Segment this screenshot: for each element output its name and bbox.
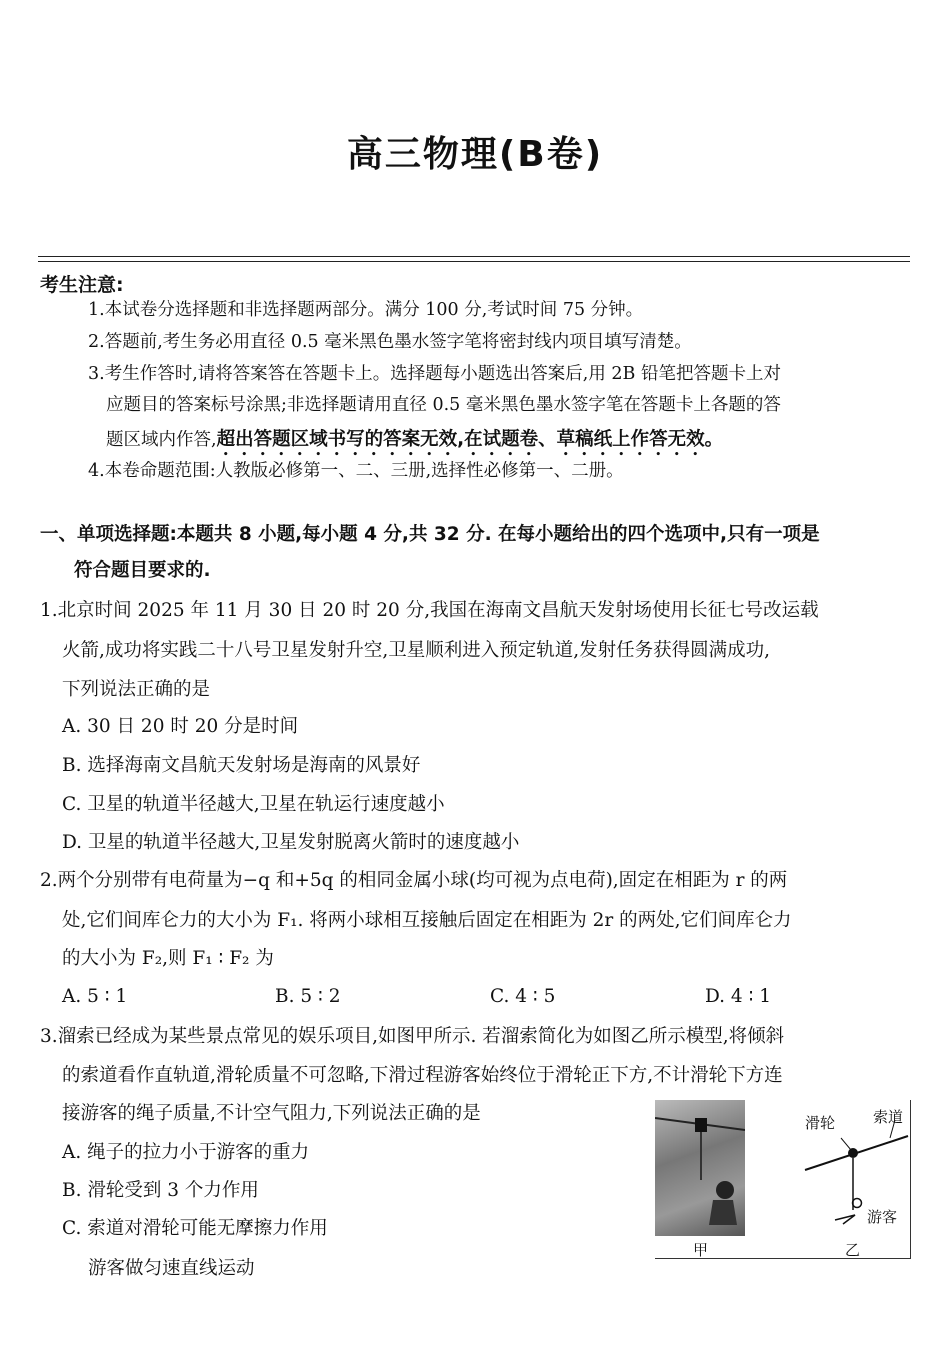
notice-item-3-cont2 — [106, 429, 723, 460]
question-2-line-1: 2.两个分别带有电荷量为−q 和+5q 的相同金属小球(均可视为点电荷),固定在相距为 r 的两 — [40, 870, 788, 891]
section-heading: 一、单项选择题:本题共 8 小题,每小题 4 分,共 32 分. 在每小题给出的四个选项中,只有一项是 — [40, 524, 820, 545]
label-pulley: 滑轮 — [805, 1114, 836, 1132]
question-1-option-a: A. 30 日 20 时 20 分是时间 — [62, 716, 299, 737]
question-1-line-3: 下列说法正确的是 — [62, 679, 211, 700]
section-heading-cont: 符合题目要求的. — [74, 560, 211, 581]
notice-item-1: 1.本试卷分选择题和非选择题两部分。满分 100 分,考试时间 75 分钟。 — [88, 300, 644, 320]
notice-item-2: 2.答题前,考生务必用直径 0.5 毫米黑色墨水签字笔将密封线内项目填写清楚。 — [88, 332, 692, 352]
zipline-photo — [655, 1100, 745, 1236]
question-2-option-a: A. 5 ∶ 1 — [62, 986, 128, 1007]
notice-emphasis: 超出答题区域书写的答案无效,在试题卷、草稿纸上作答无效。 — [216, 429, 724, 450]
label-cable: 索道 — [873, 1108, 904, 1126]
notice-item-3-tail: 题区域内作答, — [106, 430, 217, 450]
question-2-line-3: 的大小为 F₂,则 F₁ ∶ F₂ 为 — [62, 948, 274, 969]
caption-b: 乙 — [845, 1241, 861, 1259]
question-3-line-2: 的索道看作直轨道,滑轮质量不可忽略,下滑过程游客始终位于滑轮正下方,不计滑轮下方连 — [62, 1065, 783, 1086]
question-1-line-1: 1.北京时间 2025 年 11 月 30 日 20 时 20 分,我国在海南文昌航天发射场使用长征七号改运载 — [40, 600, 819, 621]
question-3-line-3: 接游客的绳子质量,不计空气阻力,下列说法正确的是 — [62, 1103, 481, 1124]
question-2-option-b: B. 5 ∶ 2 — [275, 986, 341, 1007]
notice-item-3-cont: 应题目的答案标号涂黑;非选择题请用直径 0.5 毫米黑色墨水签字笔在答题卡上各题的答 — [106, 395, 781, 415]
divider-bottom — [38, 261, 910, 262]
question-3-option-b: B. 滑轮受到 3 个力作用 — [62, 1180, 259, 1201]
question-3-line-1: 3.溜索已经成为某些景点常见的娱乐项目,如图甲所示. 若溜索简化为如图乙所示模型,将倾斜 — [40, 1026, 785, 1047]
question-3-option-a: A. 绳子的拉力小于游客的重力 — [62, 1142, 310, 1163]
question-3-figure — [655, 1100, 911, 1259]
label-tourist: 游客 — [867, 1208, 898, 1226]
question-2-option-d: D. 4 ∶ 1 — [705, 986, 772, 1007]
caption-a: 甲 — [693, 1241, 709, 1259]
question-2-line-2: 处,它们间库仑力的大小为 F₁. 将两小球相互接触后固定在相距为 2r 的两处,它们间库仑力 — [62, 910, 792, 931]
tourist-icon — [853, 1199, 862, 1208]
pulley-icon — [848, 1148, 858, 1158]
question-3-option-c: C. 索道对滑轮可能无摩擦力作用 — [62, 1218, 328, 1239]
question-1-option-c: C. 卫星的轨道半径越大,卫星在轨运行速度越小 — [62, 794, 445, 815]
question-2-option-c: C. 4 ∶ 5 — [490, 986, 556, 1007]
page-title: 高三物理(B卷) — [346, 134, 604, 175]
divider-top — [38, 256, 910, 257]
question-1-option-b: B. 选择海南文昌航天发射场是海南的风景好 — [62, 755, 421, 776]
notice-heading: 考生注意: — [40, 274, 124, 296]
notice-item-4: 4.本卷命题范围:人教版必修第一、二、三册,选择性必修第一、二册。 — [88, 461, 624, 481]
zipline-photo-drawing — [655, 1100, 745, 1236]
question-1-option-d: D. 卫星的轨道半径越大,卫星发射脱离火箭时的速度越小 — [62, 832, 520, 853]
notice-item-3: 3.考生作答时,请将答案答在答题卡上。选择题每小题选出答案后,用 2B 铅笔把答题卡上对 — [88, 364, 781, 384]
question-1-line-2: 火箭,成功将实践二十八号卫星发射升空,卫星顺利进入预定轨道,发射任务获得圆满成功, — [62, 640, 771, 661]
question-3-option-d-partial: 游客做匀速直线运动 — [88, 1258, 255, 1279]
